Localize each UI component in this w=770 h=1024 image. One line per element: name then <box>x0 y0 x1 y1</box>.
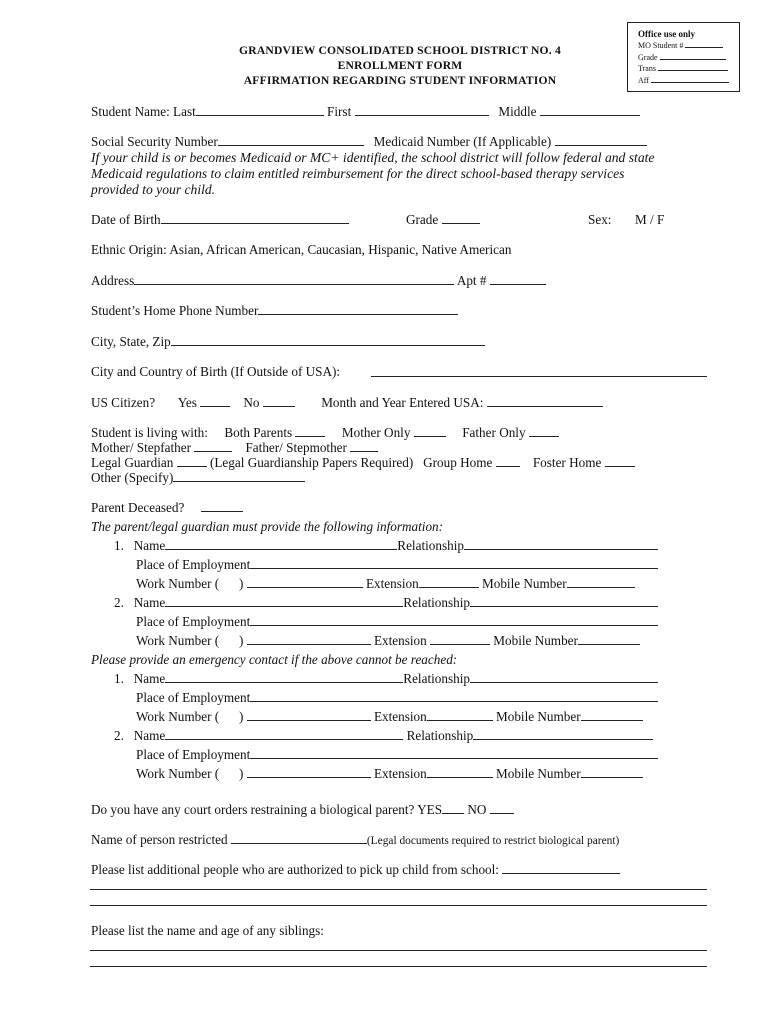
guardian-instructions: The parent/legal guardian must provide the following information: <box>91 519 444 534</box>
guardian-1-employment-field[interactable] <box>250 557 658 569</box>
emergency-2-employment-row <box>136 747 658 763</box>
ssn-label: Social Security Number <box>91 134 218 149</box>
ssn-row <box>91 134 647 150</box>
guardian-papers-note: (Legal Guardianship Papers Required) <box>209 455 414 470</box>
emergency-2-name-field[interactable] <box>165 728 403 740</box>
apt-label: Apt # <box>456 273 487 288</box>
guardian-1-name-row: 1. Name Relationship <box>114 538 658 554</box>
pickup-line-2[interactable] <box>90 905 707 906</box>
medicaid-field[interactable] <box>555 134 647 146</box>
living-row-1 <box>91 425 559 441</box>
guardian-1-name-label: Name <box>133 538 166 553</box>
office-aff-blank[interactable] <box>651 75 729 83</box>
siblings-label: Please list the name and age of any siblings: <box>91 923 324 938</box>
phone-row <box>91 303 458 319</box>
emergency-1-phone-row: Work Number ( ) Extension Mobile Number <box>136 709 643 725</box>
father-stepmother-field[interactable] <box>350 440 378 452</box>
guardian-1-employment-label: Place of Employment <box>136 557 251 572</box>
citizen-yes-field[interactable] <box>200 395 230 407</box>
citizen-no-label: No <box>243 395 260 410</box>
student-first-name-field[interactable] <box>355 104 489 116</box>
address-field[interactable] <box>134 273 454 285</box>
restricted-label: Name of person restricted <box>91 832 228 847</box>
office-trans-blank[interactable] <box>658 63 728 71</box>
emergency-1-name-row: 1. Name Relationship <box>114 671 658 687</box>
pickup-row <box>91 862 620 878</box>
student-name-row <box>91 104 640 120</box>
emergency-2-phone-row: Work Number ( ) Extension Mobile Number <box>136 766 643 782</box>
mother-stepfather-field[interactable] <box>194 440 232 452</box>
father-stepmother-label: Father/ Stepmother <box>245 440 347 455</box>
student-last-name-field[interactable] <box>196 104 324 116</box>
foster-home-label: Foster Home <box>532 455 602 470</box>
sex-label: Sex: <box>588 212 612 227</box>
emergency-1-work-field[interactable] <box>247 709 371 721</box>
office-grade: Grade <box>638 52 733 64</box>
guardian-2-employment-field[interactable] <box>250 614 658 626</box>
citizen-no-field[interactable] <box>263 395 295 407</box>
student-first-name-label: First <box>327 104 352 119</box>
citizen-label: US Citizen? <box>91 395 156 410</box>
pickup-field[interactable] <box>502 862 620 874</box>
emergency-2-employment-label: Place of Employment <box>136 747 251 762</box>
living-row-3 <box>91 455 635 471</box>
guardian-2-name-row: 2. Name Relationship <box>114 595 658 611</box>
guardian-1-work-label: Work Number ( <box>136 576 220 591</box>
birthplace-row <box>91 364 707 380</box>
emergency-2-extension-label: Extension <box>373 766 427 781</box>
guardian-1-employment-row <box>136 557 658 573</box>
legal-guardian-label: Legal Guardian <box>91 455 174 470</box>
city-label: City, State, Zip <box>91 334 171 349</box>
mother-only-label: Mother Only <box>341 425 411 440</box>
city-row <box>91 334 485 350</box>
dob-field[interactable] <box>161 212 349 224</box>
entered-usa-label: Month and Year Entered USA: <box>321 395 484 410</box>
office-trans: Trans <box>638 63 733 75</box>
medicaid-label: Medicaid Number (If Applicable) <box>373 134 552 149</box>
siblings-line-2[interactable] <box>90 966 707 967</box>
emergency-2-name-row: 2. Name Relationship <box>114 728 653 744</box>
grade-group <box>406 212 480 228</box>
emergency-1-relationship-field[interactable] <box>470 671 658 683</box>
birthplace-label: City and Country of Birth (If Outside of USA): <box>91 364 341 379</box>
guardian-2-relationship-label: Relationship <box>403 595 470 610</box>
court-order-label: Do you have any court orders restraining a biological parent? YES <box>91 802 443 817</box>
emergency-2-work-label: Work Number ( <box>136 766 220 781</box>
guardian-1-extension-label: Extension <box>365 576 419 591</box>
guardian-1-relationship-field[interactable] <box>464 538 658 550</box>
guardian-2-employment-label: Place of Employment <box>136 614 251 629</box>
dob-row <box>91 212 349 228</box>
emergency-2-mobile-label: Mobile Number <box>496 766 581 781</box>
foster-home-field[interactable] <box>605 455 635 467</box>
emergency-2-mobile-field[interactable] <box>581 766 643 778</box>
court-order-yes-field[interactable] <box>442 802 464 814</box>
living-row-4 <box>91 470 305 486</box>
emergency-1-mobile-field[interactable] <box>581 709 643 721</box>
group-home-field[interactable] <box>496 455 520 467</box>
form-title: ENROLLMENT FORM <box>337 59 463 72</box>
father-only-label: Father Only <box>462 425 526 440</box>
emergency-2-relationship-label: Relationship <box>406 728 474 743</box>
emergency-1-extension-label: Extension <box>373 709 427 724</box>
office-mo-student-blank[interactable] <box>685 40 723 48</box>
group-home-label: Group Home <box>423 455 493 470</box>
office-use-title: Office use only <box>638 29 695 39</box>
guardian-2-relationship-field[interactable] <box>470 595 658 607</box>
legal-guardian-field[interactable] <box>177 455 207 467</box>
emergency-1-employment-row <box>136 690 658 706</box>
other-specify-label: Other (Specify) <box>91 470 174 485</box>
entered-usa-field[interactable] <box>487 395 603 407</box>
father-only-field[interactable] <box>529 425 559 437</box>
court-order-row <box>91 802 514 818</box>
court-order-no-label: NO <box>467 802 487 817</box>
mother-only-field[interactable] <box>414 425 446 437</box>
office-aff: Aff <box>638 75 733 87</box>
other-specify-field[interactable] <box>173 470 305 482</box>
guardian-2-name-label: Name <box>133 595 166 610</box>
emergency-1-employment-field[interactable] <box>250 690 658 702</box>
student-middle-name-label: Middle <box>498 104 537 119</box>
grade-label: Grade <box>406 212 439 227</box>
emergency-2-extension-field[interactable] <box>427 766 493 778</box>
restricted-note: (Legal documents required to restrict biological parent) <box>366 835 620 847</box>
emergency-1-name-label: Name <box>133 671 166 686</box>
guardian-1-mobile-field[interactable] <box>567 576 635 588</box>
pickup-label: Please list additional people who are authorized to pick up child from school: <box>91 862 499 877</box>
ssn-field[interactable] <box>218 134 364 146</box>
guardian-1-mobile-label: Mobile Number <box>482 576 567 591</box>
grade-field[interactable] <box>442 212 480 224</box>
restricted-row <box>91 832 619 849</box>
phone-label: Student’s Home Phone Number <box>91 303 259 318</box>
address-row <box>91 273 546 289</box>
citizen-row <box>91 395 603 411</box>
guardian-2-name-field[interactable] <box>165 595 403 607</box>
guardian-2-extension-field[interactable] <box>430 633 490 645</box>
medicaid-note-1: If your child is or becomes Medicaid or MC+ identified, the school district will follow federal and state <box>91 150 655 165</box>
pickup-line-1[interactable] <box>90 889 707 890</box>
living-row-2 <box>91 440 378 456</box>
guardian-2-work-label: Work Number ( <box>136 633 220 648</box>
apt-field[interactable] <box>490 273 546 285</box>
emergency-2-employment-field[interactable] <box>250 747 658 759</box>
medicaid-note-3: provided to your child. <box>91 182 216 197</box>
restricted-field[interactable] <box>231 832 367 844</box>
emergency-1-mobile-label: Mobile Number <box>496 709 581 724</box>
emergency-1-employment-label: Place of Employment <box>136 690 251 705</box>
office-use-box <box>627 22 740 92</box>
parent-deceased-field[interactable] <box>201 500 243 512</box>
emergency-1-work-label: Work Number ( <box>136 709 220 724</box>
office-mo-student: MO Student # <box>638 40 733 52</box>
sex-options[interactable]: M / F <box>635 212 665 227</box>
guardian-1-name-field[interactable] <box>165 538 397 550</box>
guardian-2-phone-row: Work Number ( ) Extension Mobile Number <box>136 633 640 649</box>
guardian-1-work-field[interactable] <box>247 576 363 588</box>
city-field[interactable] <box>171 334 485 346</box>
phone-field[interactable] <box>258 303 458 315</box>
siblings-line-1[interactable] <box>90 950 707 951</box>
emergency-1-extension-field[interactable] <box>427 709 493 721</box>
living-label: Student is living with: <box>91 425 208 440</box>
guardian-2-employment-row <box>136 614 658 630</box>
court-order-no-field[interactable] <box>490 802 514 814</box>
dob-label: Date of Birth <box>91 212 161 227</box>
guardian-2-mobile-field[interactable] <box>578 633 640 645</box>
emergency-1-name-field[interactable] <box>165 671 403 683</box>
both-parents-label: Both Parents <box>224 425 293 440</box>
student-middle-name-field[interactable] <box>540 104 640 116</box>
birthplace-field[interactable] <box>371 376 707 377</box>
emergency-1-relationship-label: Relationship <box>403 671 470 686</box>
both-parents-field[interactable] <box>295 425 325 437</box>
guardian-2-work-field[interactable] <box>247 633 371 645</box>
emergency-2-name-label: Name <box>133 728 166 743</box>
guardian-1-extension-field[interactable] <box>419 576 479 588</box>
ethnic-origin[interactable]: Ethnic Origin: Asian, African American, Caucasian, Hispanic, Native American <box>91 242 512 257</box>
form-subtitle: AFFIRMATION REGARDING STUDENT INFORMATION <box>243 74 557 87</box>
parent-deceased-row <box>91 500 243 516</box>
guardian-1-phone-row: Work Number ( ) Extension Mobile Number <box>136 576 635 592</box>
office-grade-blank[interactable] <box>660 52 726 60</box>
emergency-2-work-field[interactable] <box>247 766 371 778</box>
district-title: GRANDVIEW CONSOLIDATED SCHOOL DISTRICT NO. 4 <box>239 44 561 57</box>
medicaid-note-2: Medicaid regulations to claim entitled reimbursement for the direct school-based therapy services <box>91 166 625 181</box>
mother-stepfather-label: Mother/ Stepfather <box>91 440 191 455</box>
guardian-2-mobile-label: Mobile Number <box>493 633 578 648</box>
citizen-yes-label: Yes <box>177 395 197 410</box>
address-label: Address <box>91 273 135 288</box>
student-last-name-label: Student Name: Last <box>91 104 196 119</box>
parent-deceased-label: Parent Deceased? <box>91 500 185 515</box>
emergency-2-relationship-field[interactable] <box>473 728 653 740</box>
guardian-2-extension-label: Extension <box>373 633 427 648</box>
emergency-instructions: Please provide an emergency contact if the above cannot be reached: <box>91 652 458 667</box>
guardian-1-relationship-label: Relationship <box>397 538 464 553</box>
